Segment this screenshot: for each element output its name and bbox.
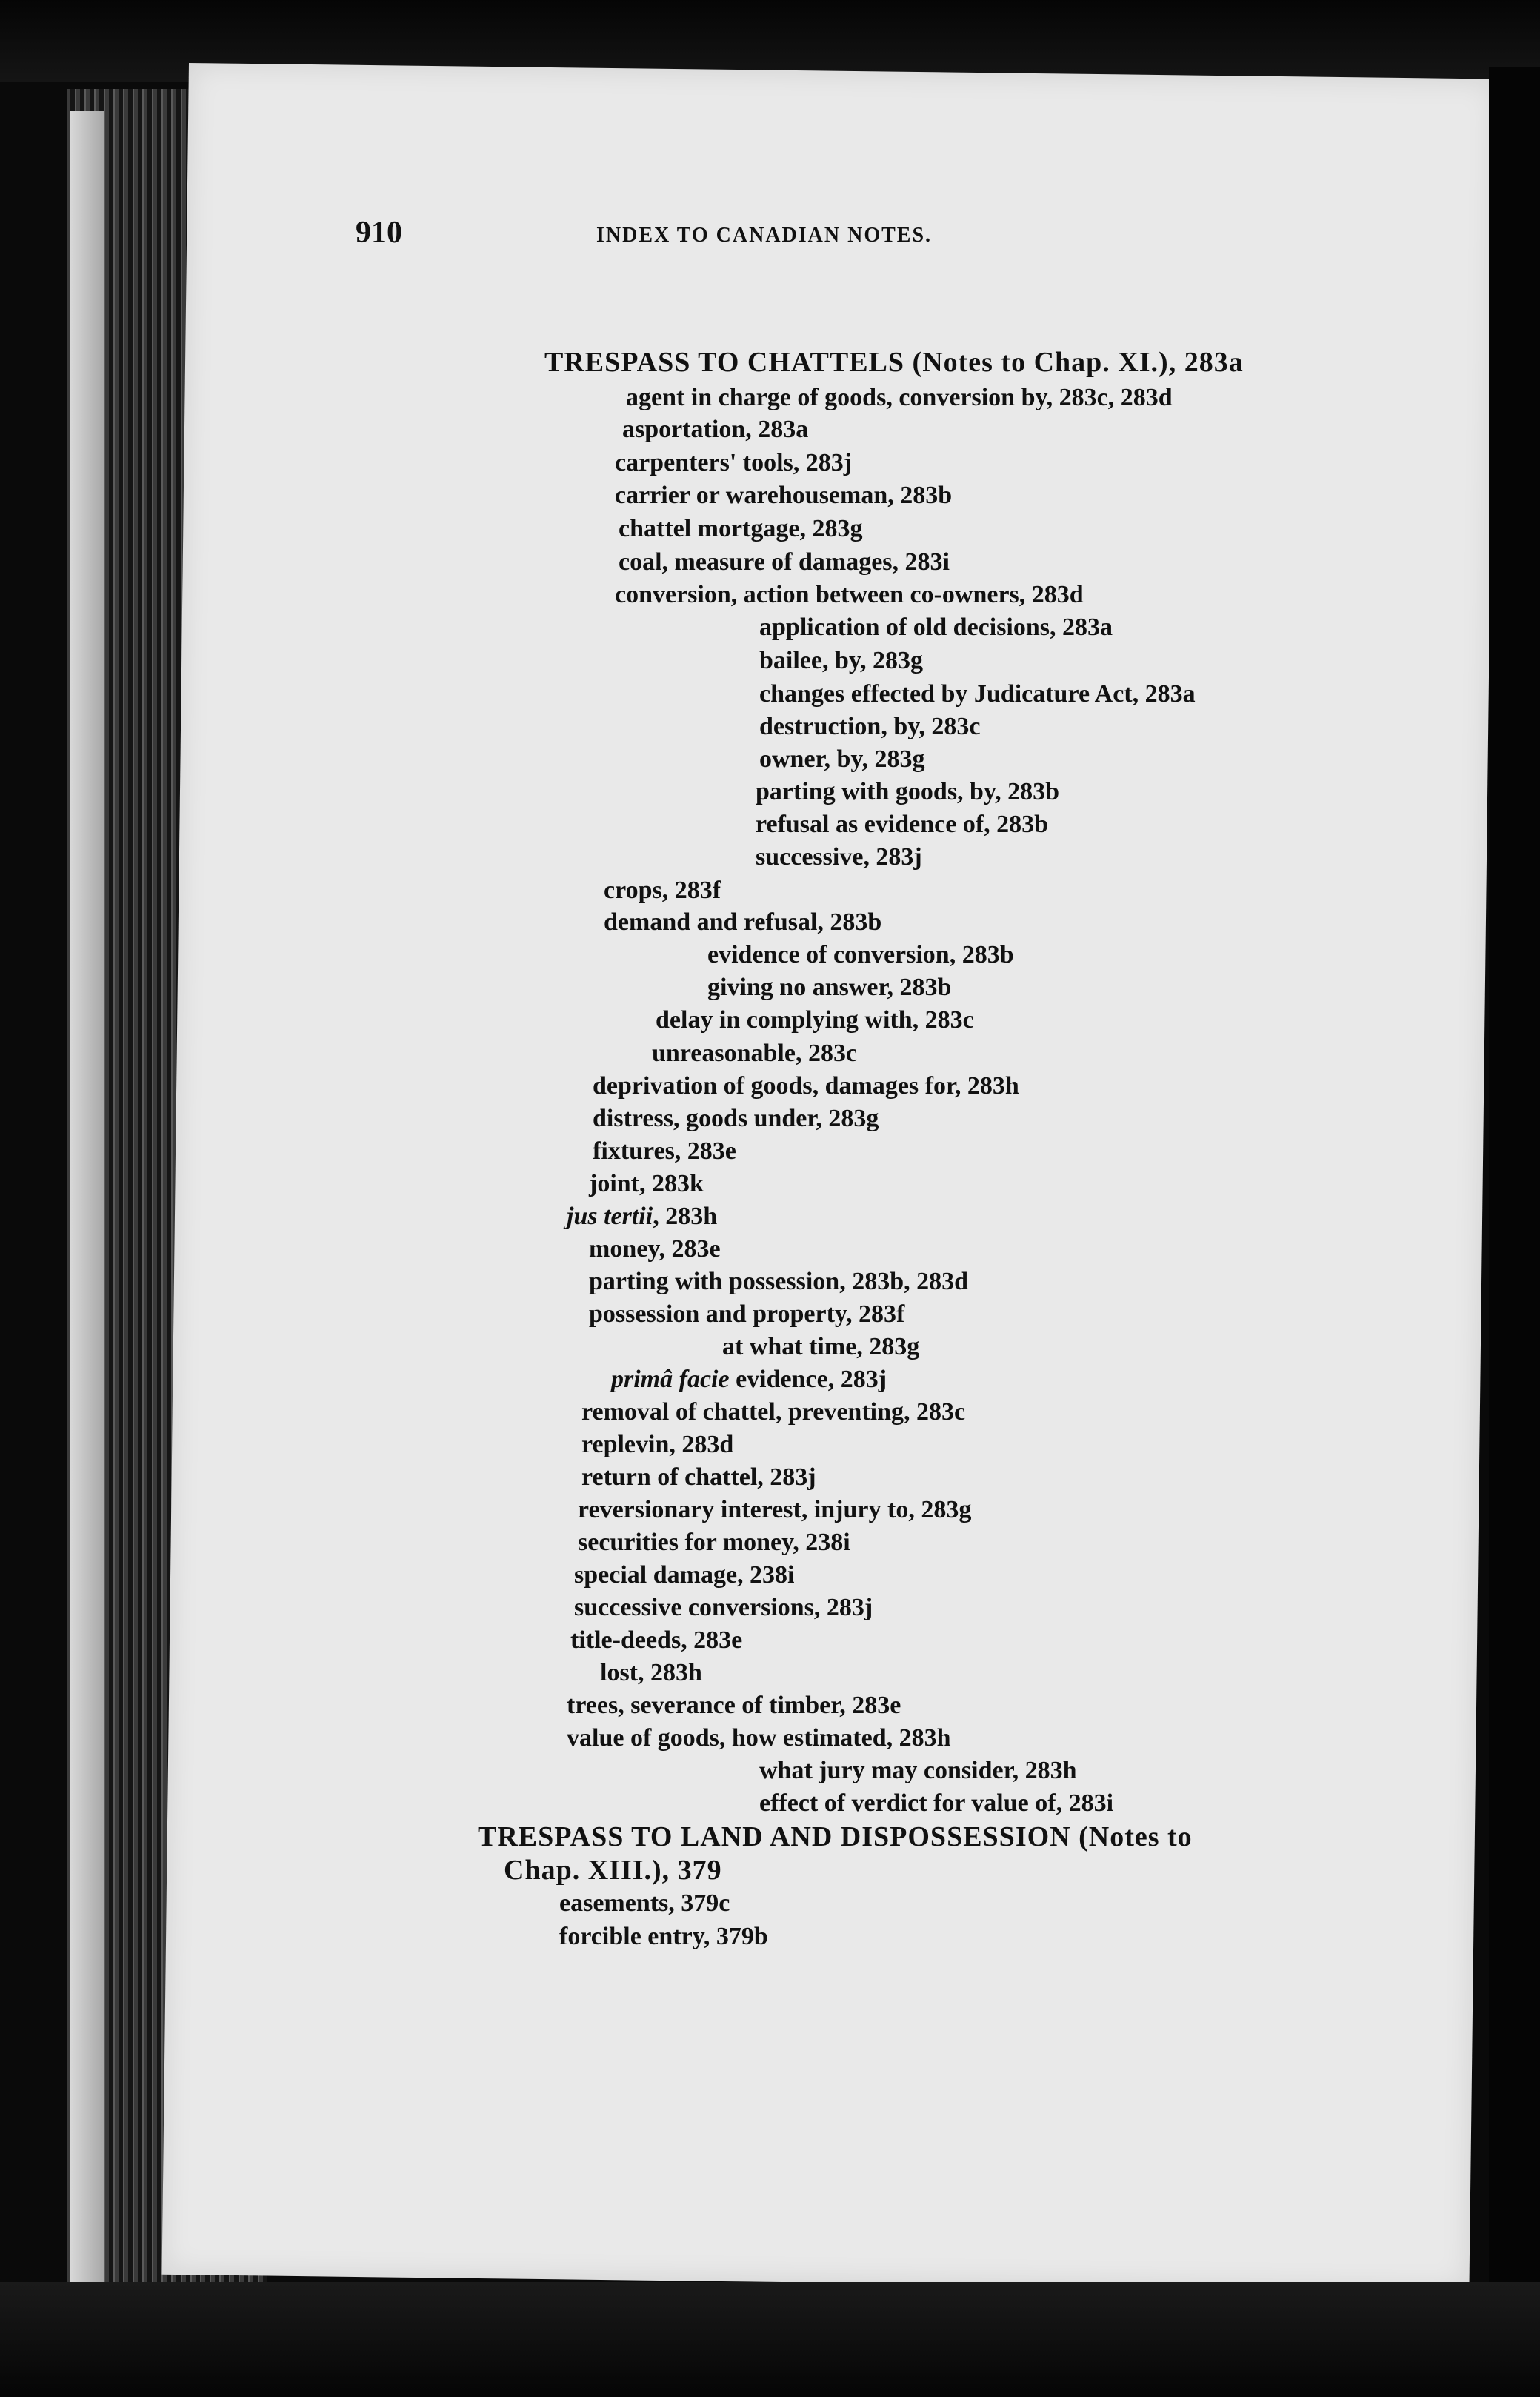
index-entry (567, 1726, 951, 1751)
index-entry-text: distress, goods under, 283g (593, 1105, 879, 1132)
index-entry (589, 1171, 704, 1197)
index-entry-text: demand and refusal, 283b (604, 908, 882, 936)
index-entry (759, 714, 980, 739)
index-entry (759, 682, 1196, 707)
index-entry-text: agent in charge of goods, conversion by, 283c, 283d (626, 384, 1173, 411)
index-entry (589, 1302, 904, 1327)
index-entry-text: possession and property, 283f (589, 1300, 905, 1328)
index-entry-text: return of chattel, 283j (581, 1463, 816, 1491)
index-entry-text: trees, severance of timber, 283e (567, 1692, 901, 1719)
index-entry (611, 1367, 887, 1392)
index-entry-text: , 283h (653, 1203, 718, 1230)
index-entry-text: owner, by, 283g (759, 745, 925, 773)
index-entry (759, 1758, 1077, 1783)
index-entry (619, 516, 863, 542)
index-entry-text: easements, 379c (559, 1889, 730, 1917)
index-entry-text: unreasonable, 283c (652, 1040, 858, 1067)
index-entry (759, 747, 925, 772)
index-entry (581, 1465, 816, 1490)
index-entry-text: lost, 283h (600, 1659, 702, 1686)
index-entry (574, 1595, 873, 1620)
index-entry (567, 1693, 901, 1718)
index-entry (581, 1432, 733, 1457)
index-entry-text: changes effected by Judicature Act, 283a (759, 680, 1196, 708)
index-entry-text: TRESPASS TO CHATTELS (Notes to Chap. XI.), 283a (544, 347, 1244, 378)
index-entry (593, 1106, 879, 1131)
index-entry (570, 1628, 742, 1653)
index-entry-text: carrier or warehouseman, 283b (615, 482, 953, 509)
index-entry (759, 615, 1113, 640)
index-entry (756, 779, 1059, 805)
index-entry-text: at what time, 283g (722, 1333, 920, 1360)
index-entry-text: chattel mortgage, 283g (619, 515, 863, 542)
index-entry-text: securities for money, 238i (578, 1529, 850, 1556)
index-entry (756, 845, 922, 870)
index-entry (578, 1530, 850, 1555)
scan-border-bottom (0, 2282, 1540, 2397)
index-entry-text: evidence, 283j (729, 1366, 887, 1393)
index-entry-text: special damage, 238i (574, 1561, 795, 1589)
index-entry (544, 348, 1244, 376)
index-entry-text: money, 283e (589, 1235, 721, 1263)
index-entry-italic-term: primâ facie (611, 1366, 730, 1393)
index-entry (593, 1139, 736, 1164)
index-entry (589, 1269, 968, 1294)
index-entry-text: evidence of conversion, 283b (707, 941, 1014, 968)
scan-border-right (1489, 67, 1540, 2290)
page-number: 910 (356, 216, 402, 250)
index-entry (622, 417, 808, 442)
index-entry (707, 975, 951, 1000)
index-entry (600, 1660, 702, 1686)
index-entry (604, 878, 721, 903)
index-entry-text: joint, 283k (589, 1170, 704, 1197)
index-entry (619, 550, 950, 575)
index-entry-text: delay in complying with, 283c (656, 1006, 974, 1034)
index-entry (578, 1497, 971, 1523)
index-entry-text: value of goods, how estimated, 283h (567, 1724, 951, 1752)
index-entry-text: destruction, by, 283c (759, 713, 981, 740)
book-edge-highlight (70, 111, 104, 2297)
index-entry (567, 1204, 717, 1229)
running-head: INDEX TO CANADIAN NOTES. (596, 224, 933, 247)
index-entry-text: crops, 283f (604, 877, 721, 904)
index-entry-text: TRESPASS TO LAND AND DISPOSSESSION (Notes to (478, 1821, 1193, 1852)
index-entry (604, 910, 881, 935)
index-entry-text: effect of verdict for value of, 283i (759, 1789, 1114, 1817)
index-entry-text: asportation, 283a (622, 416, 809, 443)
index-entry (559, 1891, 730, 1916)
index-entry (759, 1791, 1113, 1816)
index-entry-text: giving no answer, 283b (707, 974, 952, 1001)
index-entry (581, 1400, 965, 1425)
index-entry (652, 1041, 857, 1066)
index-entry (478, 1823, 1193, 1851)
index-entry (615, 451, 852, 476)
index-entry-text: parting with possession, 283b, 283d (589, 1268, 969, 1295)
index-entry-italic-term: jus tertii (567, 1203, 653, 1230)
index-entry-text: deprivation of goods, damages for, 283h (593, 1072, 1019, 1100)
index-entry-text: bailee, by, 283g (759, 647, 924, 674)
index-entry (756, 812, 1048, 837)
index-entry-text: removal of chattel, preventing, 283c (581, 1398, 966, 1426)
index-entry (707, 942, 1014, 968)
index-entry-text: refusal as evidence of, 283b (756, 811, 1049, 838)
index-entry-text: successive conversions, 283j (574, 1594, 873, 1621)
index-entry (574, 1563, 794, 1588)
index-entry-text: successive, 283j (756, 843, 922, 871)
index-entry-text: Chap. XIII.), 379 (504, 1855, 722, 1886)
index-entry-text: reversionary interest, injury to, 283g (578, 1496, 972, 1523)
index-entry-text: carpenters' tools, 283j (615, 449, 853, 476)
index-entry-text: title-deeds, 283e (570, 1626, 743, 1654)
page-header (356, 215, 1207, 252)
index-entry (504, 1856, 722, 1884)
index-entry (615, 582, 1084, 608)
index-entry-text: replevin, 283d (581, 1431, 734, 1458)
index-entry (656, 1008, 974, 1033)
index-entry-text: parting with goods, by, 283b (756, 778, 1059, 805)
index-entry-text: application of old decisions, 283a (759, 614, 1113, 641)
index-entry (559, 1924, 768, 1949)
index-entry (615, 483, 952, 508)
index-entry (626, 385, 1173, 410)
index-entry-text: what jury may consider, 283h (759, 1757, 1077, 1784)
index-entry-text: fixtures, 283e (593, 1137, 736, 1165)
index-entry-text: forcible entry, 379b (559, 1923, 768, 1950)
index-entry (722, 1334, 919, 1360)
index-entry (589, 1237, 721, 1262)
index-entry-text: coal, measure of damages, 283i (619, 548, 950, 576)
index-entry-text: conversion, action between co-owners, 283d (615, 581, 1084, 608)
index-entry (593, 1074, 1019, 1099)
index-entry (759, 648, 923, 674)
